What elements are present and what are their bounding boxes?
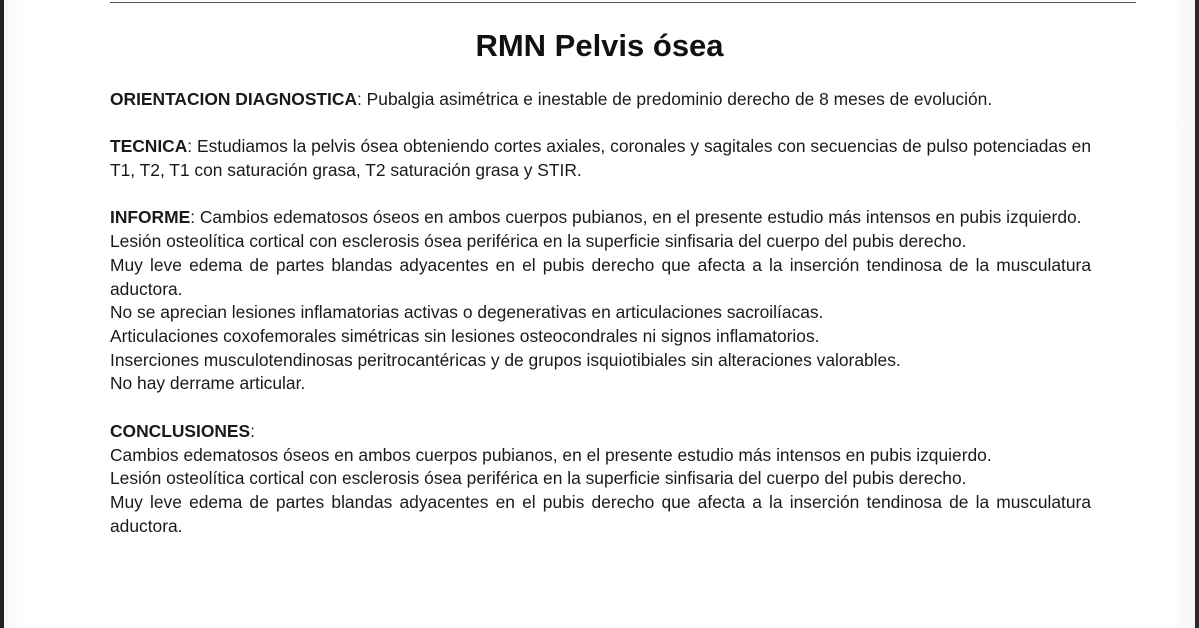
tecnica-paragraph xyxy=(110,135,1091,182)
conclusiones-label: CONCLUSIONES xyxy=(110,420,251,441)
tecnica-text: : Estudiamos la pelvis ósea obteniendo cortes axiales, coronales y sagitales con secuencias de pulso potenciadas en T1, T2, T1 con saturación grasa, T2 saturación grasa y STIR. xyxy=(110,136,1091,181)
report-title: RMN Pelvis ósea xyxy=(475,28,724,63)
conclusiones-line: Cambios edematosos óseos en ambos cuerpos pubianos, en el presente estudio más intensos en pubis izquierdo. xyxy=(110,444,992,465)
report-body xyxy=(110,88,1091,562)
informe-line: No hay derrame articular. xyxy=(110,373,306,394)
informe-line: Muy leve edema de partes blandas adyacentes en el pubis derecho que afecta a la inserción tendinosa de la musculatura aductora. xyxy=(110,254,1091,299)
right-edge-shadow xyxy=(1195,0,1199,628)
section-informe xyxy=(110,206,1091,396)
section-conclusiones xyxy=(110,420,1091,539)
tecnica-label: TECNICA xyxy=(110,136,188,157)
header-divider xyxy=(110,2,1136,3)
conclusiones-heading xyxy=(110,420,1091,444)
informe-line: Inserciones musculotendinosas peritrocantéricas y de grupos isquiotibiales sin alteraciones valorables. xyxy=(110,349,901,370)
informe-line: Lesión osteolítica cortical con esclerosis ósea periférica en la superficie sinfisaria del cuerpo del pubis derecho. xyxy=(110,231,967,252)
informe-first-text: : Cambios edematosos óseos en ambos cuerpos pubianos, en el presente estudio más intensos en pubis izquierdo. xyxy=(190,207,1082,228)
left-edge-shadow xyxy=(0,0,4,628)
conclusiones-colon: : xyxy=(250,420,255,441)
orientacion-label: ORIENTACION DIAGNOSTICA xyxy=(110,89,358,109)
orientacion-paragraph xyxy=(110,88,1091,112)
section-orientacion xyxy=(110,88,1091,112)
informe-line: Articulaciones coxofemorales simétricas sin lesiones osteocondrales ni signos inflamatorios. xyxy=(110,326,820,346)
informe-label: INFORME xyxy=(110,207,191,228)
orientacion-text: : Pubalgia asimétrica e inestable de predominio derecho de 8 meses de evolución. xyxy=(357,89,993,109)
informe-line: No se aprecian lesiones inflamatorias activas o degenerativas en articulaciones sacroilíacas. xyxy=(110,302,824,323)
section-tecnica xyxy=(110,135,1091,182)
informe-paragraph xyxy=(110,206,1091,230)
conclusiones-line: Lesión osteolítica cortical con esclerosis ósea periférica en la superficie sinfisaria del cuerpo del pubis derecho. xyxy=(110,468,967,489)
conclusiones-line: Muy leve edema de partes blandas adyacentes en el pubis derecho que afecta a la inserción tendinosa de la musculatura aductora. xyxy=(110,491,1091,536)
